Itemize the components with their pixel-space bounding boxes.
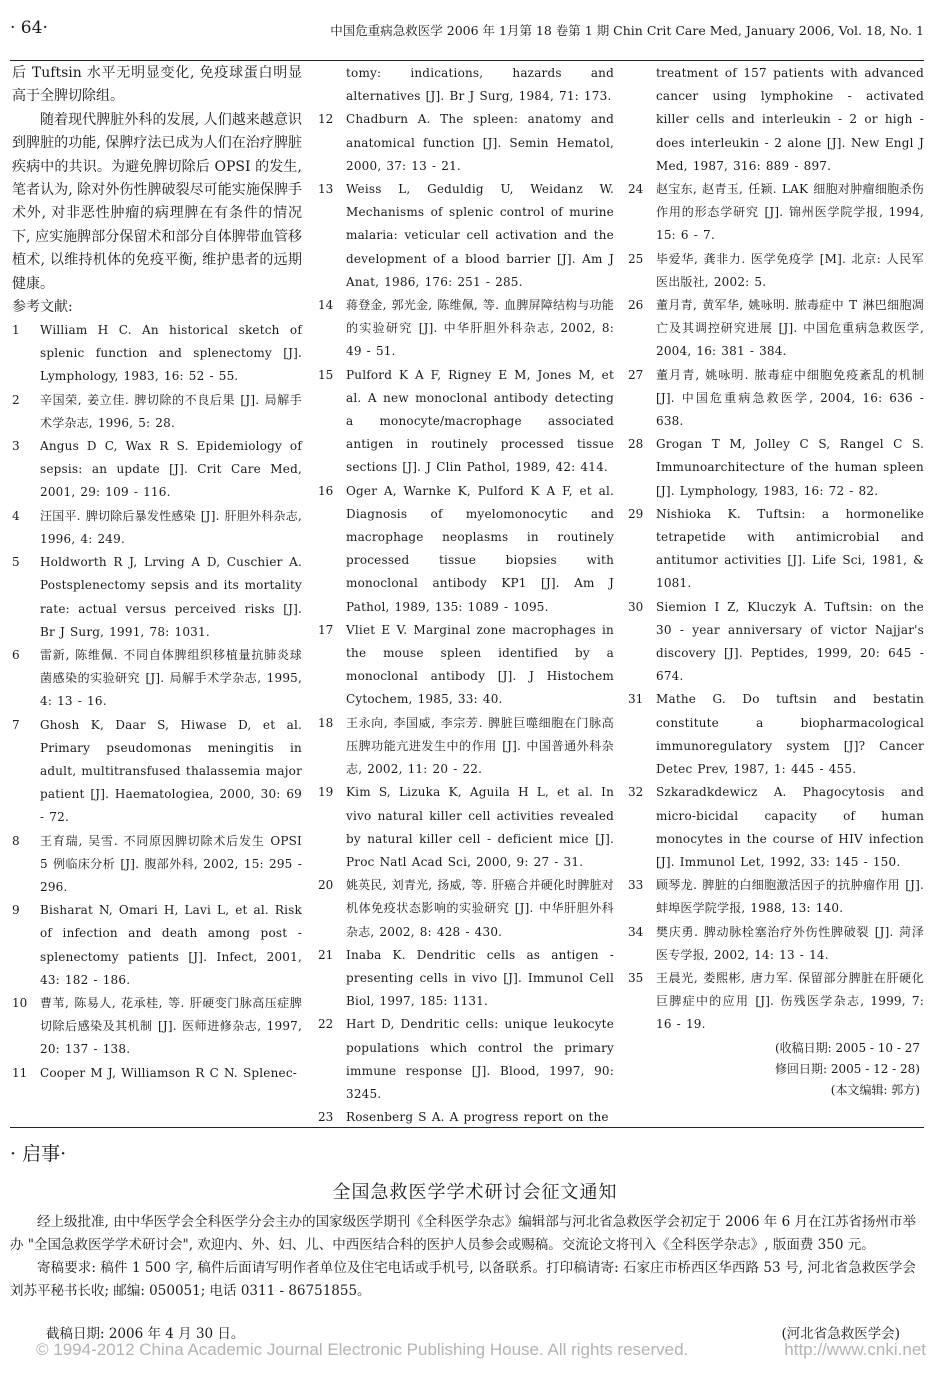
- reference-number: 30: [628, 599, 644, 614]
- reference-number: 13: [318, 182, 334, 197]
- reference-item: [318, 480, 614, 619]
- reference-number: 14: [318, 298, 334, 313]
- reference-item: [318, 178, 614, 294]
- reference-item: [12, 830, 302, 900]
- reference-item: [318, 712, 614, 782]
- reference-number: 16: [318, 483, 334, 498]
- reference-item: [318, 364, 614, 480]
- reference-text: 曹苇, 陈易人, 花承桂, 等. 肝硬变门脉高压症脾切除后感染及其机制 [J]. 医师进修杂志, 1997, 20: 137 - 138.: [40, 995, 302, 1057]
- column-2: [318, 62, 614, 1129]
- reference-number: 5: [12, 555, 20, 570]
- reference-number: 34: [628, 924, 644, 939]
- reference-number: 33: [628, 878, 644, 893]
- editor-note: (本文编辑: 郭方): [830, 1083, 920, 1097]
- reference-number: 2: [12, 392, 20, 407]
- reference-text: William H C. An historical sketch of splenic function and splenectomy [J]. Lymphology, 1983, 16: 52 - 55.: [40, 323, 302, 384]
- notice-signature: (河北省急救医学会): [781, 1326, 900, 1342]
- reference-text: Holdworth R J, Lrving A D, Cuschier A. Postsplenectomy sepsis and its mortality rate: actual versus perceived risks [J]. Br J Surg, 1991, 78: 1031.: [40, 555, 302, 639]
- reference-item: [12, 1062, 302, 1085]
- reference-text: 王永向, 李国威, 李宗芳. 脾脏巨噬细胞在门脉高压脾功能亢进发生中的作用 [J]. 中国普通外科杂志, 2002, 11: 20 - 22.: [346, 715, 614, 777]
- reference-text: Vliet E V. Marginal zone macrophages in the mouse spleen identified by a monoclonal antibody [J]. J Histochem Cytochem, 1985, 33: 40.: [346, 622, 614, 707]
- reference-text: 汪国平. 脾切除后暴发性感染 [J]. 肝胆外科杂志, 1996, 4: 249.: [40, 508, 302, 546]
- references-heading: 参考文献:: [12, 299, 73, 316]
- column-3: [628, 62, 924, 1037]
- reference-item: [628, 503, 924, 596]
- reference-text: Bisharat N, Omari H, Lavi L, et al. Risk of infection and death among post - splenectomy patients [J]. Infect, 2001, 43: 182 - 186.: [40, 903, 302, 987]
- header-rule: [10, 60, 924, 61]
- reference-item: [318, 944, 614, 1014]
- reference-number: 7: [12, 717, 20, 732]
- reference-text: treatment of 157 patients with advanced cancer using lymphokine - activated killer cells and interleukin - 2 or high - does interleukin - 2 alone [J]. New Engl J Med, 1987, 316: 889 - 897.: [656, 66, 924, 173]
- notice-label: · 启事·: [10, 1143, 67, 1165]
- reference-text: Ghosh K, Daar S, Hiwase D, et al. Primary pseudomonas meningitis in adult, multitransfused thalassemia major patient [J]. Haematologiea, 2000, 30: 69 - 72.: [40, 717, 302, 825]
- reference-text: 顾琴龙. 脾脏的白细胞激活因子的抗肿瘤作用 [J]. 蚌埠医学院学报, 1988, 13: 140.: [656, 878, 924, 916]
- reference-item: [628, 433, 924, 503]
- reference-number: 31: [628, 692, 644, 707]
- reference-text: Szkaradkdewicz A. Phagocytosis and micro-bicidal capacity of human monocytes in the course of HIV infection [J]. Immunol Let, 1992, 33: 145 - 150.: [656, 785, 924, 869]
- reference-text: 董月青, 姚咏明. 脓毒症中细胞免疫紊乱的机制 [J]. 中国危重病急救医学, 2004, 16: 636 - 638.: [656, 367, 924, 429]
- reference-item: [628, 178, 924, 248]
- reference-text: 赵宝东, 赵青玉, 任颖. LAK 细胞对肿瘤细胞杀伤作用的形态学研究 [J]. 锦州医学院学报, 1994, 15: 6 - 7.: [656, 182, 924, 243]
- reference-item: [318, 874, 614, 944]
- reference-number: 6: [12, 647, 20, 662]
- body-paragraph: 随着现代脾脏外科的发展, 人们越来越意识到脾脏的功能, 保脾疗法已成为人们在治疗脾脏疾病中的共识。为避免脾切除后 OPSI 的发生, 笔者认为, 除对外伤性脾破裂尽可能实施保脾手术外, 对非恶性肿瘤的病理脾在有条件的情况下, 应实施脾部分保留术和部分自体脾带血管移植术, 以维持机体的免疫平衡, 维护患者的远期健康。: [12, 111, 302, 292]
- reference-number: 35: [628, 970, 644, 985]
- reference-text: 毕爱华, 龚非力. 医学免疫学 [M]. 北京: 人民军医出版社, 2002: 5.: [656, 251, 924, 289]
- reference-number: 32: [628, 785, 644, 800]
- reference-item: [318, 1013, 614, 1106]
- reference-number: 4: [12, 508, 20, 523]
- reference-item: [12, 551, 302, 644]
- reference-item: [628, 294, 924, 364]
- reference-item: [318, 619, 614, 712]
- reference-text: Cooper M J, Williamson R C N. Splenec-: [40, 1065, 297, 1080]
- reference-item: [12, 714, 302, 830]
- reference-number: 28: [628, 437, 644, 452]
- article-dates: [628, 1038, 920, 1101]
- reference-list: [12, 319, 302, 1085]
- notice-deadline: 截稿日期: 2006 年 4 月 30 日。: [46, 1326, 245, 1342]
- journal-citation: 中国危重病急救医学 2006 年 1月第 18 卷第 1 期 Chin Crit Care Med, January 2006, Vol. 18, No. 1: [330, 23, 924, 38]
- reference-item: [12, 389, 302, 435]
- notice-paragraph: 寄稿要求: 稿件 1 500 字, 稿件后面请写明作者单位及住宅电话或手机号, 以备联系。打印稿请寄: 石家庄市桥西区华西路 53 号, 河北省急救医学会刘苏平秘书长收; 邮编: 050051; 电话 0311 - 86751855。: [10, 1260, 916, 1299]
- reference-number: 22: [318, 1017, 334, 1032]
- reference-text: 姚英民, 刘青光, 扬威, 等. 肝癌合并硬化时脾脏对机体免疫状态影响的实验研究 [J]. 中华肝胆外科杂志, 2002, 8: 428 - 430.: [346, 878, 614, 939]
- reference-number: 24: [628, 182, 644, 197]
- reference-text: 雷新, 陈维佩. 不同自体脾组织移植量抗肺炎球菌感染的实验研究 [J]. 局解手术学杂志, 1995, 4: 13 - 16.: [40, 647, 302, 709]
- reference-number: 9: [12, 903, 20, 918]
- reference-number: 10: [12, 995, 28, 1010]
- reference-number: 12: [318, 112, 334, 127]
- reference-item: [628, 248, 924, 294]
- received-date: (收稿日期: 2005 - 10 - 27: [775, 1041, 920, 1055]
- reference-number: 3: [12, 439, 20, 454]
- reference-text: 王育瑞, 吴雪. 不同原因脾切除术后发生 OPSI 5 例临床分析 [J]. 腹部外科, 2002, 15: 295 - 296.: [40, 833, 302, 894]
- reference-item: [12, 319, 302, 389]
- copyright-text: © 1994-2012 China Academic Journal Electronic Publishing House. All rights reserved.: [36, 1340, 689, 1359]
- reference-text: Grogan T M, Jolley C S, Rangel C S. Immunoarchitecture of the human spleen [J]. Lymphology, 1983, 16: 72 - 82.: [656, 437, 924, 498]
- reference-text: 辛国荣, 姜立佳. 脾切除的不良后果 [J]. 局解手术学杂志, 1996, 5: 28.: [40, 392, 302, 430]
- reference-item: [628, 874, 924, 920]
- running-header: [0, 18, 950, 44]
- reference-text: tomy: indications, hazards and alternatives [J]. Br J Surg, 1984, 71: 173.: [346, 66, 614, 104]
- reference-text: Weiss L, Geduldig U, Weidanz W. Mechanisms of splenic control of murine malaria: veticular cell activation and the development of a blood barrier [J]. Am J Anat, 1986, 176: 251 - 285.: [346, 182, 614, 289]
- reference-text: Mathe G. Do tuftsin and bestatin constitute a biopharmacological immunoregulatory system [J]? Cancer Detec Prev, 1987, 1: 445 - 455.: [656, 692, 924, 777]
- reference-text: Oger A, Warnke K, Pulford K A F, et al. Diagnosis of myelomonocytic and macrophage neoplasms in routinely processed tissue biopsies with monoclonal antibody KP1 [J]. Am J Pathol, 1989, 135: 1089 - 1095.: [346, 483, 614, 614]
- reference-item: [12, 644, 302, 714]
- reference-item: [628, 596, 924, 689]
- reference-number: 15: [318, 367, 334, 382]
- reference-number: 23: [318, 1110, 334, 1125]
- reference-item: [628, 921, 924, 967]
- page-number: · 64·: [10, 18, 48, 38]
- reference-item: [12, 505, 302, 551]
- notice-paragraph: 经上级批准, 由中华医学会全科医学分会主办的国家级医学期刊《全科医学杂志》编辑部与河北省急救医学会初定于 2006 年 6 月在江苏省扬州市举办 "全国急救医学学术研讨会", 欢迎内、外、妇、儿、中西医结合科的医护人员参会或赐稿。交流论文将刊入《全科医学杂志》, 版面费 350 元。: [10, 1214, 916, 1253]
- reference-item: [318, 781, 614, 874]
- reference-text: Siemion I Z, Kluczyk A. Tuftsin: on the 30 - year anniversary of victor Najjar's discovery [J]. Peptides, 1999, 20: 645 - 674.: [656, 599, 924, 684]
- footer-url: http://www.cnki.net: [784, 1340, 926, 1359]
- reference-number: 26: [628, 298, 644, 313]
- reference-text: Rosenberg S A. A progress report on the: [346, 1110, 609, 1125]
- reference-number: 29: [628, 506, 644, 521]
- reference-text: 董月青, 黄军华, 姚咏明. 脓毒症中 T 淋巴细胞凋亡及其调控研究进展 [J]. 中国危重病急救医学, 2004, 16: 381 - 384.: [656, 298, 924, 359]
- reference-item: [628, 364, 924, 434]
- reference-item: [318, 1106, 614, 1129]
- reference-number: 25: [628, 251, 644, 266]
- reference-item: [318, 294, 614, 364]
- reference-text: Hart D, Dendritic cells: unique leukocyte populations which control the primary immune response [J]. Blood, 1997, 90: 3245.: [346, 1017, 614, 1101]
- reference-number: 11: [12, 1065, 28, 1080]
- reference-continuation: [318, 62, 614, 108]
- reference-number: 17: [318, 622, 334, 637]
- reference-number: 8: [12, 833, 20, 848]
- reference-text: 蒋登金, 郭光金, 陈维佩, 等. 血脾屏障结构与功能的实验研究 [J]. 中华肝胆外科杂志, 2002, 8: 49 - 51.: [346, 298, 614, 359]
- reference-text: Pulford K A F, Rigney E M, Jones M, et al. A new monoclonal antibody detecting a monocyte/macrophage associated antigen in routinely processed tissue sections [J]. J Clin Pathol, 1989, 42: 414.: [346, 367, 614, 475]
- reference-number: 21: [318, 947, 334, 962]
- reference-number: 1: [12, 323, 20, 338]
- notice-divider: [10, 1127, 924, 1128]
- reference-text: 樊庆勇. 脾动脉栓塞治疗外伤性脾破裂 [J]. 菏泽医专学报, 2002, 14: 13 - 14.: [656, 924, 924, 962]
- reference-number: 19: [318, 785, 334, 800]
- reference-item: [318, 108, 614, 178]
- reference-item: [12, 992, 302, 1062]
- reference-item: [628, 688, 924, 781]
- revised-date: 修回日期: 2005 - 12 - 28): [775, 1062, 920, 1076]
- reference-text: Angus D C, Wax R S. Epidemiology of sepsis: an update [J]. Crit Care Med, 2001, 29: 109 - 116.: [40, 439, 302, 500]
- reference-text: Chadburn A. The spleen: anatomy and anatomical function [J]. Semin Hematol, 2000, 37: 13 - 21.: [346, 112, 614, 173]
- reference-number: 27: [628, 367, 644, 382]
- reference-text: 王晨光, 娄熙彬, 唐力军. 保留部分脾脏在肝硬化巨脾症中的应用 [J]. 伤残医学杂志, 1999, 7: 16 - 19.: [656, 970, 924, 1032]
- reference-number: 20: [318, 878, 334, 893]
- body-paragraph: 后 Tuftsin 水平无明显变化, 免疫球蛋白明显高于全脾切除组。: [12, 65, 302, 105]
- reference-text: Kim S, Lizuka K, Aguila H L, et al. In vivo natural killer cell activities revealed by natural killer cell - deficient mice [J]. Proc Natl Acad Sci, 2000, 9: 27 - 31.: [346, 785, 614, 869]
- notice-title: 全国急救医学学术研讨会征文通知: [332, 1182, 618, 1203]
- copyright-footer: [36, 1340, 926, 1360]
- reference-text: Nishioka K. Tuftsin: a hormonelike tetrapetide with antimicrobial and antitumor activities [J]. Life Sci, 1981, & 1081.: [656, 506, 924, 591]
- reference-item: [12, 435, 302, 505]
- reference-item: [12, 899, 302, 992]
- reference-text: Inaba K. Dendritic cells as antigen - presenting cells in vivo [J]. Immunol Cell Biol, 1997, 185: 1131.: [346, 947, 614, 1009]
- reference-item: [628, 967, 924, 1037]
- reference-item: [628, 781, 924, 874]
- notice-body: [10, 1211, 916, 1303]
- column-1: [12, 62, 302, 1085]
- reference-continuation: [628, 62, 924, 178]
- reference-number: 18: [318, 715, 334, 730]
